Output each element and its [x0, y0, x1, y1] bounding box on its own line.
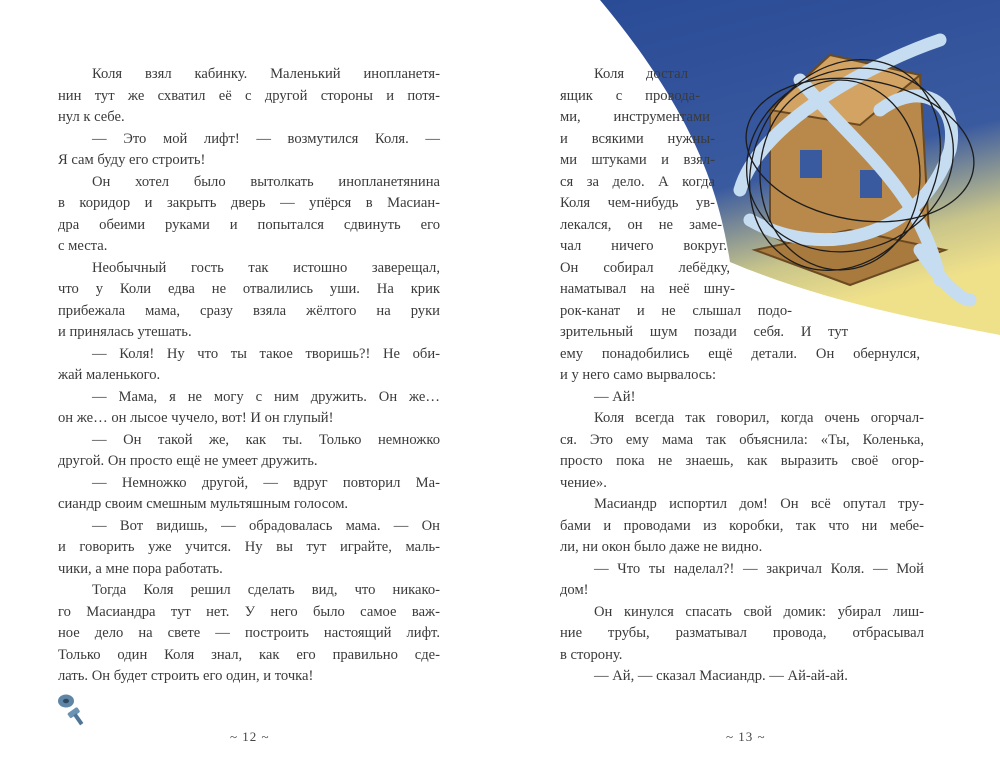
paragraph [560, 387, 924, 409]
text-line: Он кинулся спасать свой домик: убирал лиш- [594, 603, 924, 620]
text-line: ние трубы, разматывал провода, отбрасывал [560, 625, 924, 641]
text-line: ему понадобились ещё детали. Он обернулся, [560, 345, 920, 362]
text-line: Коля взял кабинку. Маленький инопланетя- [92, 66, 440, 82]
text-line: Он собирал лебёдку, [560, 259, 730, 276]
text-line: нул к себе. [58, 109, 125, 125]
text-line: просто пока не знаешь, как выразить своё огор- [560, 453, 924, 469]
text-line: дра обеими руками и попытался сдвинуть его [58, 216, 440, 233]
page-number: ~ 13 ~ [726, 729, 766, 744]
right-page-text [560, 64, 924, 688]
text-line: Тогда Коля решил сделать вид, что никако- [92, 582, 440, 598]
paragraph [560, 666, 924, 688]
page-number: ~ 12 ~ [230, 729, 270, 744]
text-line: — Ай, — сказал Масиандр. — Ай-ай-ай. [594, 668, 848, 684]
text-line: ся за дело. А когда [560, 173, 715, 190]
left-page-text [58, 64, 440, 688]
text-line: с места. [58, 238, 108, 254]
text-line: чение». [560, 474, 607, 491]
paragraph [58, 473, 440, 516]
text-line: — Немножко другой, — вдруг повторил Ма- [92, 474, 440, 491]
paragraph [560, 408, 924, 494]
right-page [500, 0, 1000, 769]
text-line: ми штуками и взял- [560, 152, 715, 168]
text-line: рок-канат и не слышал подо- [560, 302, 792, 319]
paragraph [58, 580, 440, 688]
paragraph [58, 387, 440, 430]
text-line: сиандр своим смешным мультяшным голосом. [58, 496, 349, 512]
text-line: жай маленького. [58, 367, 161, 383]
text-line: — Он такой же, как ты. Только немножко [92, 431, 440, 448]
text-line: он же… он лысое чучело, вот! И он глупый! [58, 410, 334, 426]
text-line: и принялась утешать. [58, 324, 192, 340]
text-line: ное дело на свете — построить настоящий лифт. [58, 625, 440, 641]
text-line: другой. Он просто ещё не умеет дружить. [58, 453, 318, 469]
text-line: наматывал на неё шну- [560, 281, 735, 297]
text-line: и у него само вырвалось: [560, 367, 716, 383]
paragraph [58, 344, 440, 387]
text-line: — Ай! [594, 388, 636, 405]
paragraph [58, 258, 440, 344]
text-line: ящик с провода- [560, 87, 700, 104]
text-line: го Масиандра тут нет. У него было самое важ- [58, 603, 440, 620]
paragraph [58, 129, 440, 172]
text-line: Он хотел было вытолкать инопланетянина [92, 173, 440, 190]
text-line: дом! [560, 582, 589, 598]
text-line: нин тут же схватил её с другой стороны и потя- [58, 87, 440, 104]
text-line: чики, а мне пора работать. [58, 560, 223, 577]
text-line: прибежала мама, сразу взяла жёлтого на руки [58, 302, 440, 319]
text-line: Коля всегда так говорил, когда очень огорчал- [594, 410, 924, 426]
text-line: лать. Он будет строить его один, и точка! [58, 668, 314, 684]
text-line: в коридор и закрыть дверь — упёрся в Масиан- [58, 195, 440, 211]
text-line: лекался, он не заме- [560, 216, 722, 233]
nut-and-bolt-icon [56, 692, 90, 728]
text-line: Коля достал [594, 66, 688, 82]
text-line: ся. Это ему мама так объяснила: «Ты, Коленька, [560, 431, 924, 448]
text-line: и говорить уже учится. Ну вы тут играйте, маль- [58, 539, 440, 555]
text-line: бами и проводами из коробки, так что ни мебе- [560, 517, 924, 534]
text-line: ми, инструментами [560, 109, 710, 125]
text-line: что у Коли едва не отвалились уши. На крик [58, 281, 440, 297]
text-line: — Мама, я не могу с ним дружить. Он же… [92, 388, 440, 405]
text-line: и всякими нужны- [560, 130, 715, 147]
text-line: Я сам буду его строить! [58, 152, 206, 168]
text-line: ли, ни окон было даже не видно. [560, 539, 763, 555]
text-line: Коля чем-нибудь ув- [560, 195, 715, 211]
text-line: — Что ты наделал?! — закричал Коля. — Мой [594, 560, 924, 577]
paragraph [560, 559, 924, 602]
paragraph [58, 172, 440, 258]
text-line: чал ничего вокруг. [560, 238, 727, 254]
text-line: Масиандр испортил дом! Он всё опутал тру- [594, 496, 924, 512]
text-line: зрительный шум позади себя. И тут [560, 324, 848, 340]
text-line: — Это мой лифт! — возмутился Коля. — [92, 130, 440, 147]
text-line: Только один Коля знал, как его правильно сде- [58, 646, 440, 663]
paragraph [58, 516, 440, 581]
paragraph [560, 494, 924, 559]
paragraph [58, 64, 440, 129]
text-line: — Вот видишь, — обрадовалась мама. — Он [92, 517, 440, 534]
paragraph [58, 430, 440, 473]
paragraph [560, 64, 924, 387]
text-line: — Коля! Ну что ты такое творишь?! Не оби- [92, 345, 440, 362]
text-line: в сторону. [560, 646, 623, 663]
paragraph [560, 602, 924, 667]
text-line: Необычный гость так истошно заверещал, [92, 259, 440, 276]
